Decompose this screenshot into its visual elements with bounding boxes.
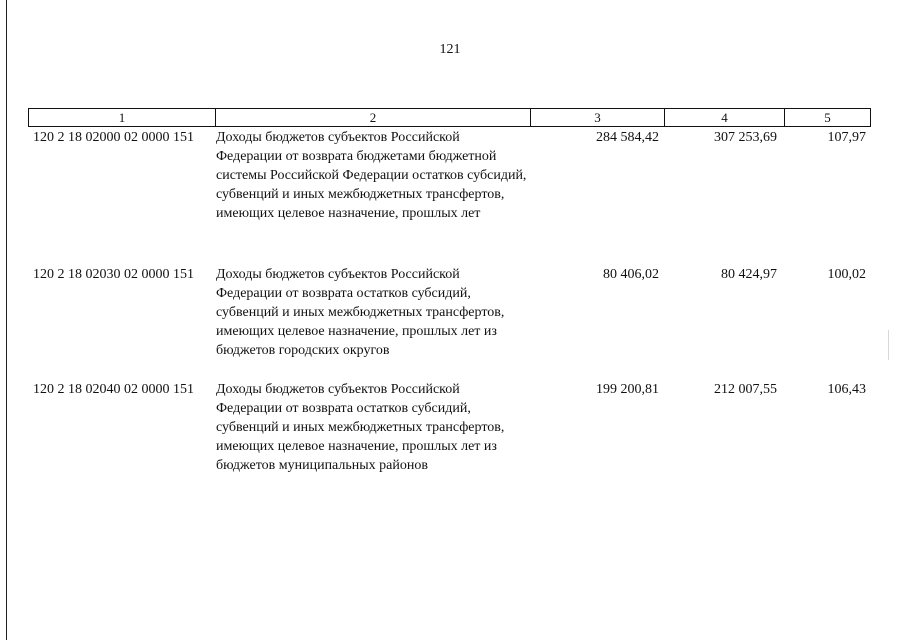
row-code: 120 2 18 02030 02 0000 151	[33, 267, 194, 282]
row-col4: 80 424,97	[721, 267, 777, 282]
table-row	[28, 128, 869, 223]
table-header-row	[28, 108, 871, 127]
row-name: Доходы бюджетов субъектов Российской Федерации от возврата остатков субсидий, субвенций и иных межбюджетных трансфертов, имеющих целевое назначение, прошлых лет из бюджетов муниципальных районов	[216, 382, 505, 473]
row-col3: 80 406,02	[603, 267, 659, 282]
row-col5: 100,02	[827, 267, 866, 282]
row-code: 120 2 18 02040 02 0000 151	[33, 382, 194, 397]
row-code: 120 2 18 02000 02 0000 151	[33, 130, 194, 145]
table-row	[28, 265, 869, 360]
row-col3: 284 584,42	[596, 130, 659, 145]
page-number: 121	[439, 42, 461, 57]
row-col4: 307 253,69	[714, 130, 777, 145]
header-col-2: 2	[215, 109, 530, 126]
row-col4: 212 007,55	[714, 382, 777, 397]
header-col-3: 3	[530, 109, 664, 126]
table-row	[28, 380, 869, 475]
header-col-5: 5	[784, 109, 870, 126]
header-col-4: 4	[664, 109, 784, 126]
row-col5: 106,43	[827, 382, 866, 397]
header-col-1: 1	[118, 110, 126, 125]
row-col5: 107,97	[827, 130, 866, 145]
scan-mark	[888, 330, 889, 360]
row-col3: 199 200,81	[596, 382, 659, 397]
row-name: Доходы бюджетов субъектов Российской Федерации от возврата бюджетами бюджетной системы Российской Федерации остатков субсидий, субвенций и иных межбюджетных трансфертов, имеющих целевое назначение, прошлых лет	[216, 130, 527, 221]
margin-rule	[6, 0, 7, 640]
budget-table	[28, 108, 871, 473]
row-name: Доходы бюджетов субъектов Российской Федерации от возврата остатков субсидий, субвенций и иных межбюджетных трансфертов, имеющих целевое назначение, прошлых лет из бюджетов городских округов	[216, 267, 505, 358]
